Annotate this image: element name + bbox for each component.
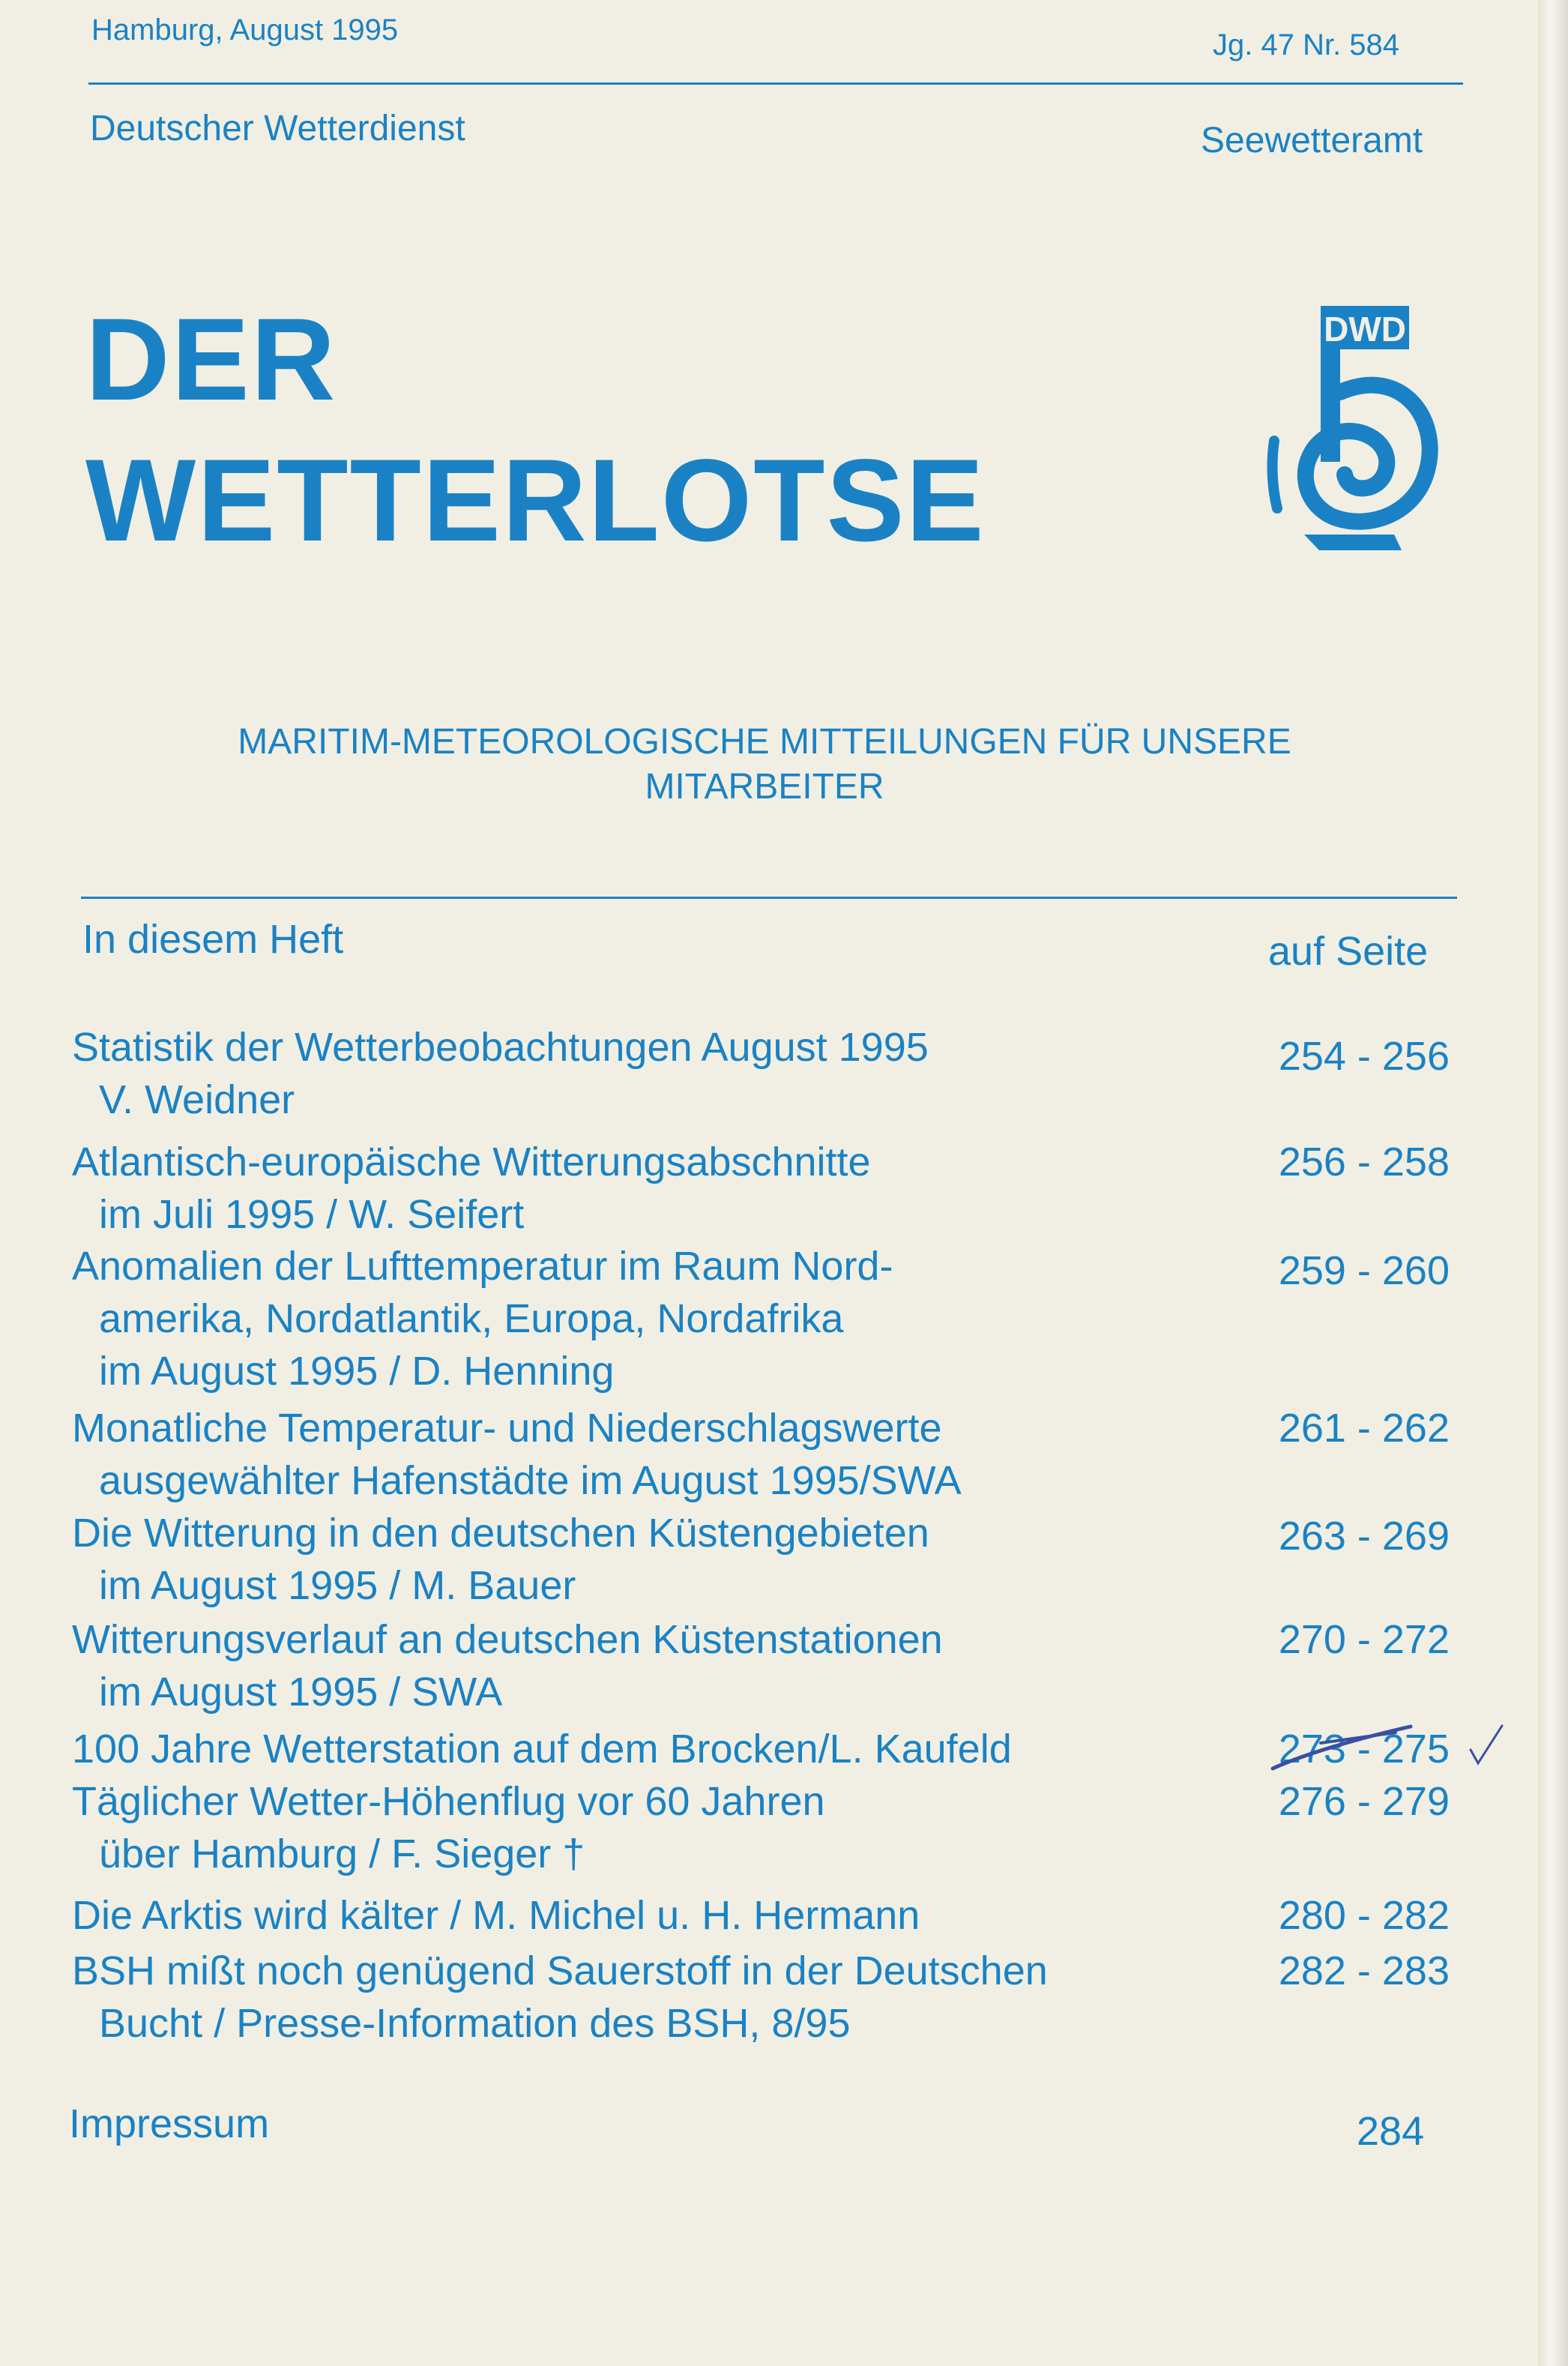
toc-entry-title: Anomalien der Lufttemperatur im Raum Nord- — [72, 1244, 893, 1289]
header-rule — [88, 82, 1463, 85]
toc-entry-title: Statistik der Wetterbeobachtungen August 1995 — [72, 1025, 929, 1070]
toc-entry-author: im August 1995 / M. Bauer — [99, 1563, 576, 1608]
toc-entry — [72, 1723, 1466, 1775]
toc-entry-pages: 256 - 258 — [1278, 1140, 1450, 1184]
toc-entry-pages: 276 - 279 — [1278, 1779, 1450, 1824]
toc-entry-pages-corrected — [1279, 1727, 1450, 1772]
place-date: Hamburg, August 1995 — [91, 13, 399, 46]
toc-entry-pages: 263 - 269 — [1278, 1514, 1450, 1559]
toc-entry — [72, 1240, 1466, 1397]
toc-entry-author: im August 1995 / SWA — [99, 1670, 503, 1715]
toc-entry-author: Bucht / Presse-Information des BSH, 8/95 — [99, 2001, 851, 2046]
toc-entry-title: Atlantisch-europäische Witterungsabschnitte — [72, 1140, 871, 1184]
toc-entry — [72, 1945, 1466, 2050]
toc-entry-pages: 261 - 262 — [1278, 1406, 1450, 1451]
toc-entry-author: V. Weidner — [99, 1077, 295, 1122]
toc-entry — [72, 1775, 1466, 1880]
toc-entry-title: Täglicher Wetter-Höhenflug vor 60 Jahren — [72, 1779, 825, 1824]
toc-entry-pages: 282 - 283 — [1278, 1948, 1450, 1993]
pen-correction-mark — [1268, 1716, 1418, 1783]
toc-entry-author: über Hamburg / F. Sieger † — [99, 1831, 585, 1876]
issue-number: Jg. 47 Nr. 584 — [1213, 28, 1400, 61]
toc-entry-pages: 273 - 275 — [1278, 1727, 1450, 1772]
page-edge — [1538, 0, 1568, 2366]
toc-entry-author: ausgewählter Hafenstädte im August 1995/SWA — [99, 1458, 962, 1503]
organization-name: Deutscher Wetterdienst — [90, 109, 465, 148]
subtitle-line-2: MITARBEITER — [645, 767, 884, 807]
toc-entry-title: Die Witterung in den deutschen Küstengebieten — [72, 1511, 929, 1556]
contents-heading: In diesem Heft — [82, 917, 344, 962]
subtitle-line-1: MARITIM-METEOROLOGISCHE MITTEILUNGEN FÜR UNSERE — [238, 722, 1291, 762]
toc-entry-pages: 280 - 282 — [1278, 1893, 1450, 1938]
toc-entry — [72, 1136, 1466, 1241]
toc-entry — [72, 1402, 1466, 1507]
toc-entry-author: im August 1995 / D. Henning — [99, 1349, 615, 1394]
toc-entry-pages: 259 - 260 — [1278, 1248, 1450, 1293]
toc-entry — [72, 1021, 1466, 1126]
logo-text: DWD — [1324, 310, 1406, 349]
toc-entry-title: BSH mißt noch genügend Sauerstoff in der Deutschen — [72, 1948, 1048, 1993]
handwritten-tick-mark — [1468, 1723, 1505, 1768]
subtitle — [120, 720, 1409, 810]
toc-entry-pages-wrapper — [1279, 1723, 1450, 1775]
impressum-label: Impressum — [69, 2101, 270, 2146]
contents-rule — [81, 897, 1457, 899]
department-name: Seewetteramt — [1201, 121, 1423, 160]
toc-entry — [72, 1507, 1466, 1612]
impressum-page: 284 — [1357, 2109, 1425, 2154]
toc-entry-title: 100 Jahre Wetterstation auf dem Brocken/L. Kaufeld — [72, 1727, 1012, 1772]
magazine-title-line-2: WETTERLOTSE — [85, 436, 986, 566]
toc-entry-title: Die Arktis wird kälter / M. Michel u. H. Hermann — [72, 1893, 920, 1938]
toc-entry — [72, 1889, 1466, 1942]
toc-entry — [72, 1613, 1466, 1718]
toc-entry-pages: 270 - 272 — [1278, 1617, 1450, 1662]
toc-entry-title-cont: amerika, Nordatlantik, Europa, Nordafrika — [99, 1296, 844, 1341]
toc-entry-title: Witterungsverlauf an deutschen Küstenstationen — [72, 1617, 943, 1662]
toc-entry-title: Monatliche Temperatur- und Niederschlagswerte — [72, 1406, 942, 1451]
toc-entry-pages: 254 - 256 — [1278, 1034, 1450, 1079]
toc-entry-author: im Juli 1995 / W. Seifert — [99, 1192, 525, 1237]
dwd-spiral-logo-icon — [1252, 306, 1447, 553]
magazine-title-line-1: DER — [85, 295, 337, 425]
pages-heading: auf Seite — [1268, 929, 1429, 974]
